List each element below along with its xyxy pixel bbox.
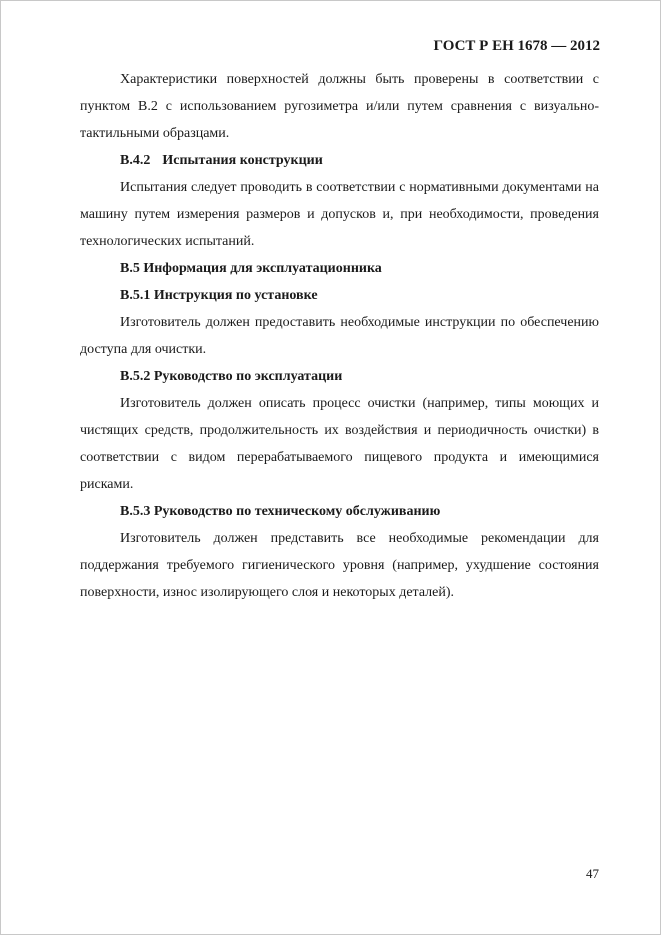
heading-b42 [80, 147, 599, 174]
document-body [80, 66, 599, 606]
paragraph-construction-tests: Испытания следует проводить в соответствии с нормативными документами на машину путем измерения размеров и допусков и, при необходимости, проведения технологических испытаний. [80, 180, 599, 249]
paragraph-installation: Изготовитель должен предоставить необходимые инструкции по обеспечению доступа для очистки. [80, 315, 599, 357]
heading-b42-number: В.4.2 [120, 153, 151, 168]
heading-b42-title: Испытания конструкции [162, 153, 323, 168]
paragraph-maintenance: Изготовитель должен представить все необходимые рекомендации для поддержания требуемого гигиенического уровня (например, ухудшение состояния поверхности, износ изолирующего слоя и некоторых деталей). [80, 531, 599, 600]
page-number: 47 [586, 866, 599, 881]
heading-b53: В.5.3 Руководство по техническому обслуживанию [120, 504, 441, 519]
heading-b5: В.5 Информация для эксплуатационника [120, 261, 382, 276]
heading-b51: В.5.1 Инструкция по установке [120, 288, 318, 303]
paragraph-operation: Изготовитель должен описать процесс очистки (например, типы моющих и чистящих средств, продолжительность их воздействия и периодичность очистки) в соответствии с видом перерабатываемого пищевого продукта и имеющимися рисками. [80, 396, 599, 492]
heading-b52: В.5.2 Руководство по эксплуатации [120, 369, 343, 384]
paragraph-surface-characteristics: Характеристики поверхностей должны быть проверены в соответствии с пунктом В.2 с использованием ругозиметра и/или путем сравнения с визуально-тактильными образцами. [80, 72, 599, 141]
document-code: ГОСТ Р ЕН 1678 — 2012 [433, 38, 600, 54]
